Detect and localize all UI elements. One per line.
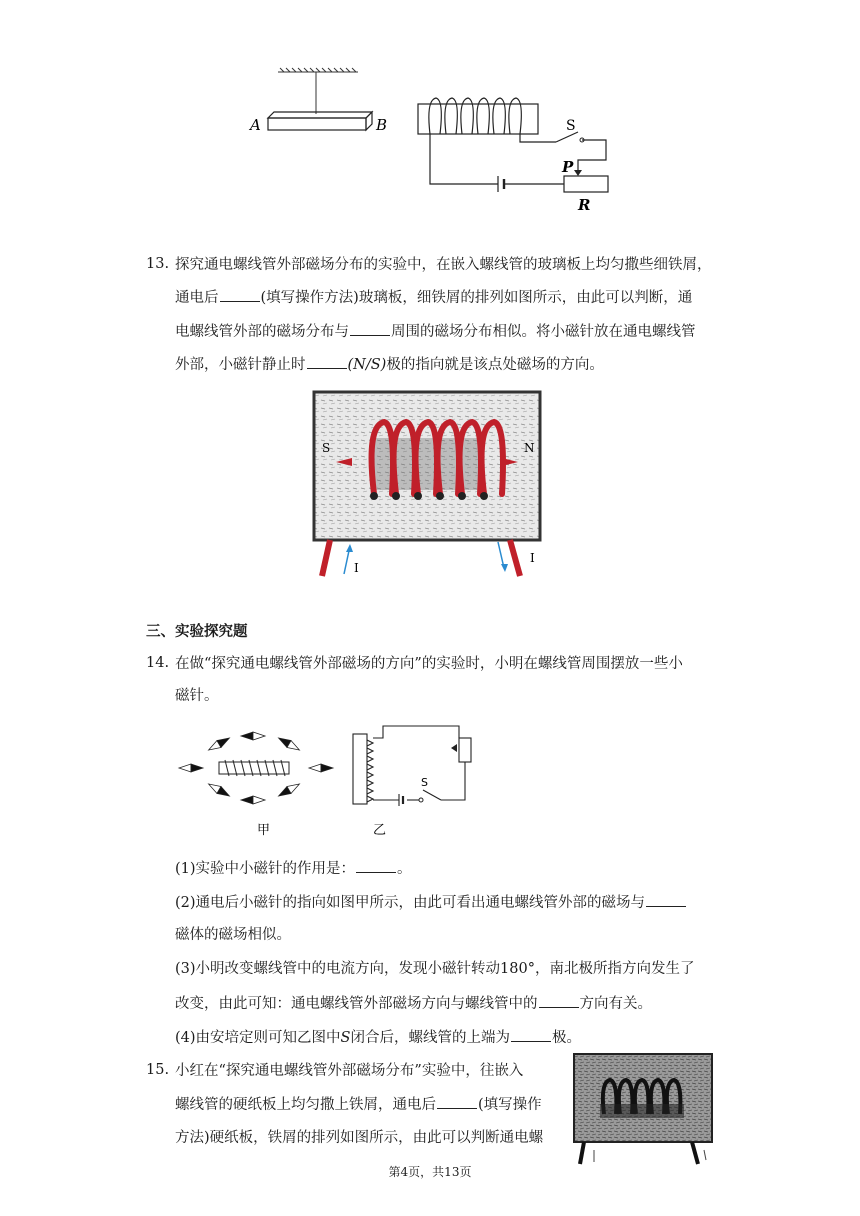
section-title: 三、实验探究题	[146, 624, 248, 640]
q15-text: (填写操作	[478, 1097, 542, 1113]
q15-filings-photo	[572, 1052, 714, 1168]
q14-p3b	[175, 993, 652, 1014]
rheostat-yi	[459, 738, 471, 762]
label-r: R	[578, 196, 591, 214]
red-coil	[372, 422, 503, 494]
q13-text: 外部，小磁针静止时	[175, 357, 306, 373]
q14-blank-4[interactable]	[511, 1027, 551, 1042]
bar-ab	[268, 112, 372, 130]
slider-arrow	[574, 170, 582, 176]
q13-text: (填写操作方法)玻璃板，细铁屑的排列如图所示，由此可以判断，通	[260, 290, 693, 306]
q14-figure-jia	[175, 722, 345, 842]
q13-solenoid-photo	[312, 390, 544, 580]
photo-label-s: S	[322, 441, 331, 455]
q12-figure	[240, 60, 620, 220]
small-compasses	[179, 732, 333, 804]
q13-text: 周围的磁场分布相似。将小磁针放在通电螺线管	[391, 324, 696, 340]
ceiling-hatch	[278, 68, 358, 72]
q13-blank-2[interactable]	[350, 321, 390, 336]
q13-ns: (N/S)	[347, 357, 387, 373]
q14-text: 方向有关。	[579, 996, 652, 1012]
q14-p2b: 磁体的磁场相似。	[175, 927, 291, 943]
circuit-wires	[430, 132, 608, 192]
label-jia: 甲	[257, 823, 271, 838]
q13-line4	[175, 354, 604, 375]
q15-number: 15.	[146, 1062, 170, 1078]
q13-line1: 探究通电螺线管外部磁场分布的实验中，在嵌入螺线管的玻璃板上均匀撒些细铁屑，	[175, 257, 712, 273]
q14-p1	[175, 858, 412, 879]
label-s: S	[566, 118, 576, 134]
q13-text: 通电后	[175, 290, 219, 306]
label-p: P	[562, 158, 574, 176]
q14-p3a: (3)小明改变螺线管中的电流方向，发现小磁针转动180°，南北极所指方向发生了	[175, 961, 695, 977]
q14-text: (2)通电后小磁针的指向如图甲所示，由此可看出通电螺线管外部的磁场与	[175, 895, 646, 911]
q15-l2	[175, 1094, 542, 1115]
q13-number: 13.	[146, 256, 170, 272]
q13-line2	[175, 287, 692, 308]
q14-number: 14.	[146, 655, 170, 671]
label-a: A	[250, 116, 261, 134]
q15-blank-1[interactable]	[437, 1094, 477, 1109]
q14-text: 闭合后，螺线管的上端为	[350, 1030, 510, 1046]
q14-blank-2[interactable]	[646, 892, 686, 907]
q14-figure-yi	[345, 722, 485, 842]
q14-stem-1: 在做“探究通电螺线管外部磁场的方向”的实验时，小明在螺线管周围摆放一些小	[175, 656, 683, 672]
label-s-yi: S	[421, 776, 428, 789]
q13-text: 极的指向就是该点处磁场的方向。	[386, 357, 604, 373]
q14-text: 改变，由此可知：通电螺线管外部磁场方向与螺线管中的	[175, 996, 538, 1012]
q13-blank-1[interactable]	[220, 287, 260, 302]
q14-blank-3[interactable]	[539, 993, 579, 1008]
label-b: B	[376, 116, 388, 134]
q14-p4	[175, 1027, 581, 1048]
q14-blank-1[interactable]	[356, 858, 396, 873]
q14-text: 。	[397, 861, 412, 877]
q14-s: S	[340, 1030, 351, 1046]
photo-label-n: N	[524, 441, 535, 455]
q14-text: (1)实验中小磁针的作用是：	[175, 861, 356, 877]
solenoid-yi	[353, 734, 367, 804]
q15-text: 螺线管的硬纸板上均匀撒上铁屑，通电后	[175, 1097, 436, 1113]
q14-stem-2: 磁针。	[175, 688, 219, 704]
q13-blank-3[interactable]	[307, 354, 347, 369]
solenoid-jia	[219, 760, 289, 776]
q15-l1: 小红在“探究通电螺线管外部磁场分布”实验中，往嵌入	[175, 1063, 524, 1079]
photo-label-i-right: I	[530, 551, 535, 565]
photo-label-i-left: I	[354, 561, 359, 575]
q14-text: (4)由安培定则可知乙图中	[175, 1030, 341, 1046]
q13-line3	[175, 321, 696, 342]
q14-text: 极。	[551, 1030, 581, 1046]
q15-l3: 方法)硬纸板，铁屑的排列如图所示，由此可以判断通电螺	[175, 1130, 544, 1146]
page-footer: 第4页，共13页	[388, 1165, 472, 1179]
q13-text: 电螺线管外部的磁场分布与	[175, 324, 349, 340]
q14-p2a	[175, 892, 687, 913]
label-yi: 乙	[373, 823, 387, 838]
